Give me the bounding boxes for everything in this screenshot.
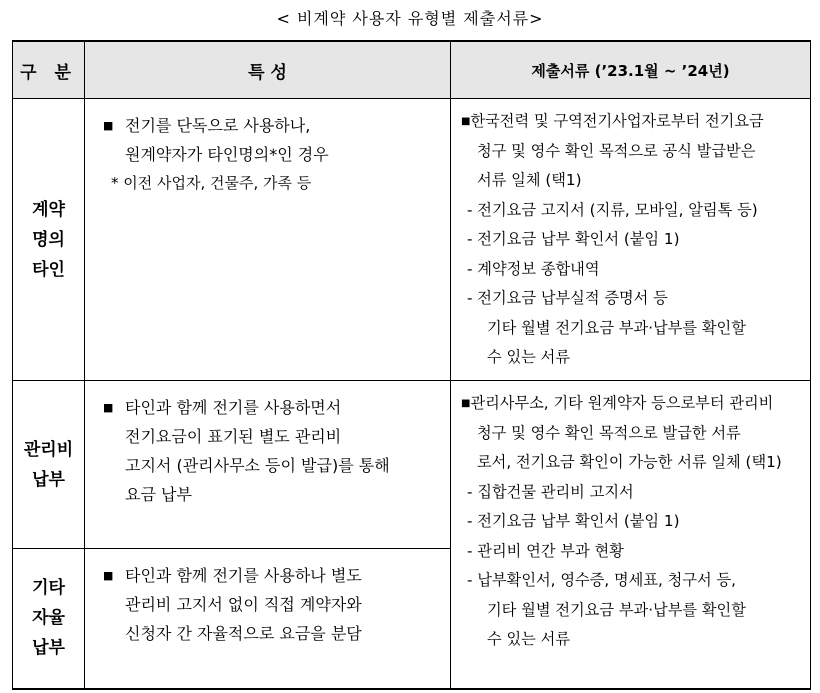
category-cell xyxy=(13,381,85,549)
doc-item: 기타 월별 전기요금 부과·납부를 확인할 xyxy=(487,318,746,337)
feature-text: 전기요금이 표기된 별도 관리비 xyxy=(125,427,342,446)
category-label: 타인 xyxy=(32,259,65,280)
doc-item: - 전기요금 납부 확인서 (붙임 1) xyxy=(467,230,680,248)
feature-text: 신청자 간 자율적으로 요금을 분담 xyxy=(125,624,362,643)
doc-item: 수 있는 서류 xyxy=(487,348,571,366)
doc-item: - 관리비 연간 부과 현황 xyxy=(467,541,624,560)
category-label: 납부 xyxy=(32,638,65,659)
document-table xyxy=(12,40,811,690)
doc-text: 청구 및 영수 확인 목적으로 공식 발급받은 xyxy=(477,141,756,160)
bullet-icon: ■ xyxy=(103,119,114,132)
feature-text: 타인과 함께 전기를 사용하나 별도 xyxy=(125,566,362,585)
header-row xyxy=(13,41,811,99)
category-label: 관리비 xyxy=(23,439,74,460)
doc-item: - 납부확인서, 영수증, 명세표, 청구서 등, xyxy=(467,571,736,589)
doc-item: 수 있는 서류 xyxy=(487,630,571,648)
feature-text: 관리비 고지서 없이 직접 계약자와 xyxy=(125,595,362,614)
category-label: 명의 xyxy=(32,229,65,250)
category-label: 계약 xyxy=(32,199,65,220)
table-row xyxy=(13,99,811,381)
header-features: 특 성 xyxy=(85,41,451,99)
feature-text: 요금 납부 xyxy=(125,485,192,504)
feature-note: * 이전 사업자, 건물주, 가족 등 xyxy=(111,174,312,192)
doc-text: 로서, 전기요금 확인이 가능한 서류 일체 (택1) xyxy=(477,453,782,471)
page-title: < 비계약 사용자 유형별 제출서류> xyxy=(276,9,544,28)
doc-item: - 전기요금 납부실적 증명서 등 xyxy=(467,289,668,307)
doc-text: 청구 및 영수 확인 목적으로 발급한 서류 xyxy=(477,423,741,442)
table-row xyxy=(13,381,811,549)
category-cell xyxy=(13,549,85,689)
features-cell xyxy=(85,99,451,381)
category-cell xyxy=(13,99,85,381)
doc-text: 한국전력 및 구역전기사업자로부터 전기요금 xyxy=(470,112,764,130)
bullet-icon: ■ xyxy=(461,116,471,127)
bullet-icon: ■ xyxy=(103,569,114,582)
feature-text: 고지서 (관리사무소 등이 발급)를 통해 xyxy=(125,456,390,475)
doc-text: 서류 일체 (택1) xyxy=(477,171,582,189)
feature-text: 전기를 단독으로 사용하나, xyxy=(125,116,311,135)
features-cell xyxy=(85,549,451,689)
bullet-icon: ■ xyxy=(103,401,114,414)
doc-item: - 전기요금 납부 확인서 (붙임 1) xyxy=(467,512,680,530)
category-label: 기타 xyxy=(32,578,65,599)
documents-cell xyxy=(451,381,811,689)
doc-item: - 계약정보 종합내역 xyxy=(467,259,600,278)
features-cell xyxy=(85,381,451,549)
doc-text: 관리사무소, 기타 원계약자 등으로부터 관리비 xyxy=(470,394,774,412)
feature-text: 타인과 함께 전기를 사용하면서 xyxy=(125,398,342,417)
header-documents: 제출서류 (’23.1월 ~ ’24년) xyxy=(451,41,811,99)
documents-cell xyxy=(451,99,811,381)
bullet-icon: ■ xyxy=(461,398,471,409)
header-category: 구 분 xyxy=(13,41,85,99)
feature-text: 원계약자가 타인명의*인 경우 xyxy=(125,145,329,164)
category-label: 자율 xyxy=(32,608,65,629)
doc-item: - 전기요금 고지서 (지류, 모바일, 알림톡 등) xyxy=(467,200,758,219)
doc-item: 기타 월별 전기요금 부과·납부를 확인할 xyxy=(487,600,746,619)
category-label: 납부 xyxy=(32,469,65,490)
doc-item: - 집합건물 관리비 고지서 xyxy=(467,482,634,501)
